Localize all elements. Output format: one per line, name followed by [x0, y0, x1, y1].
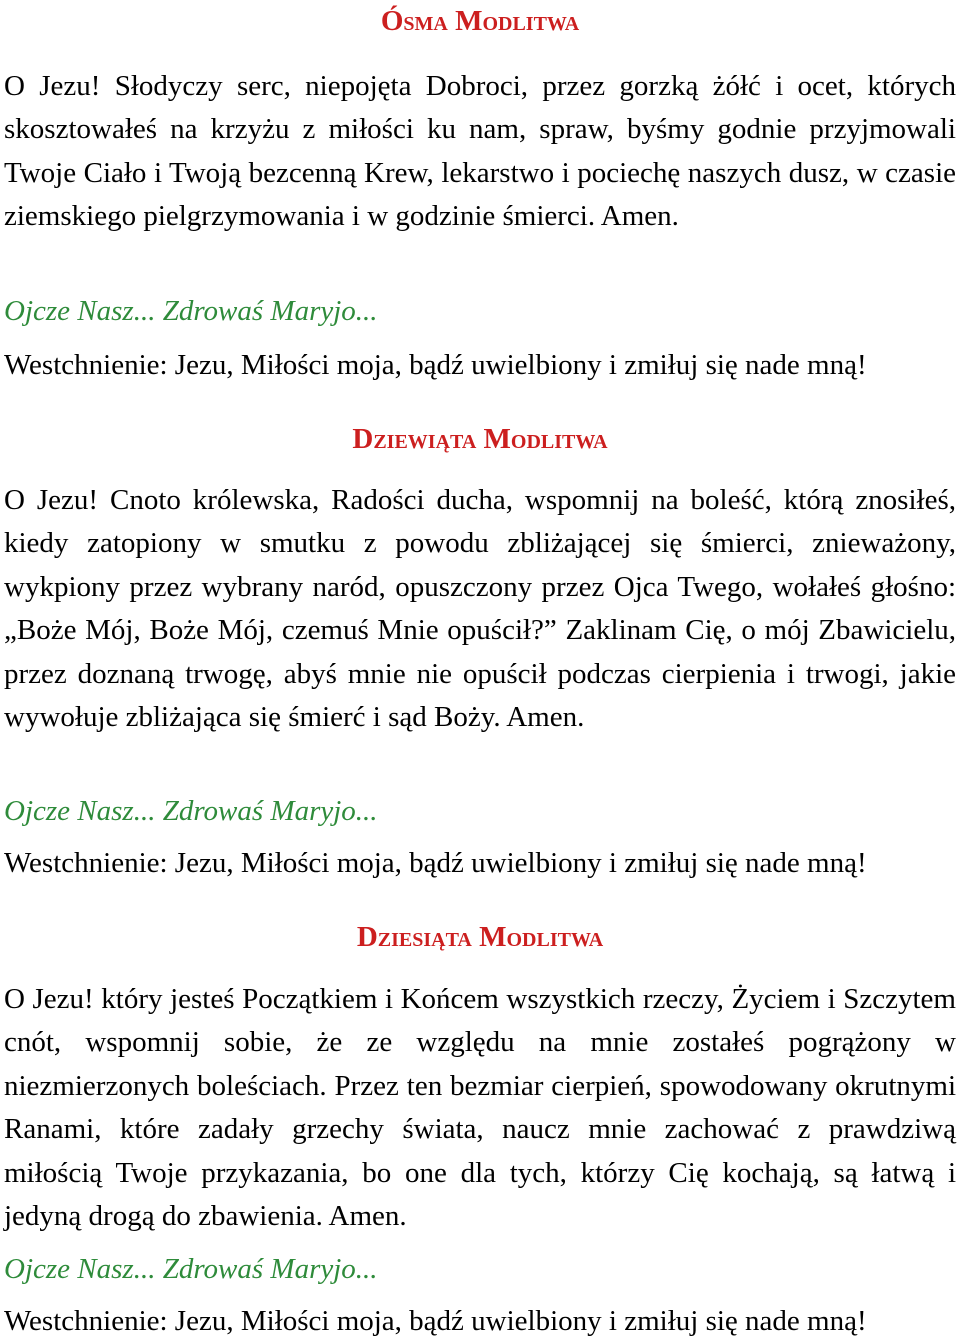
sigh-text: Westchnienie: Jezu, Miłości moja, bądź uwielbiony i zmiłuj się nade mną!: [4, 1305, 867, 1337]
prayer-text: O Jezu! który jesteś Początkiem i Końcem wszystkich rzeczy, Życiem i Szczytem cnót, wspomnij sobie, że ze względu na mnie zostałeś pogrążony w niezmierzonych boleściach. Przez ten bezmiar cierpień, spowodowany okrutnymi Ranami, które zadały grzechy świata, naucz mnie zachować z prawdziwą miłością Twoje przykazania, bo one dla tych, którzy Cię kochają, są łatwą i jedyną drogą do zbawienia. Amen.: [4, 983, 956, 1233]
refrain-text: Ojcze Nasz... Zdrowaś Maryjo...: [4, 795, 378, 827]
refrain-text: Ojcze Nasz... Zdrowaś Maryjo...: [4, 1253, 378, 1285]
section-heading: Dziewiąta Modlitwa: [352, 423, 608, 455]
sigh-text: Westchnienie: Jezu, Miłości moja, bądź uwielbiony i zmiłuj się nade mną!: [4, 349, 867, 381]
prayer-text: O Jezu! Słodyczy serc, niepojęta Dobroci, przez gorzką żółć i ocet, których skosztowałeś na krzyżu z miłości ku nam, spraw, byśmy godnie przyjmowali Twoje Ciało i Twoją bezcenną Krew, lekarstwo i pociechę naszych dusz, w czasie ziemskiego pielgrzymowania i w godzinie śmierci. Amen.: [4, 70, 956, 233]
refrain-text: Ojcze Nasz... Zdrowaś Maryjo...: [4, 295, 378, 327]
prayer-text: O Jezu! Cnoto królewska, Radości ducha, wspomnij na boleść, którą znosiłeś, kiedy zatopiony w smutku z powodu zbliżającej się śmierci, znieważony, wykpiony przez wybrany naród, opuszczony przez Ojca Twego, wołałeś głośno: „Boże Mój, Boże Mój, czemuś Mnie opuścił?” Zaklinam Cię, o mój Zbawicielu, przez doznaną trwogę, abyś mnie nie opuścił podczas cierpienia i trwogi, jakie wywołuje zbliżająca się śmierć i sąd Boży. Amen.: [4, 484, 956, 734]
section-heading: Ósma Modlitwa: [380, 5, 580, 37]
section-heading: Dziesiąta Modlitwa: [356, 921, 604, 953]
sigh-text: Westchnienie: Jezu, Miłości moja, bądź uwielbiony i zmiłuj się nade mną!: [4, 847, 867, 879]
